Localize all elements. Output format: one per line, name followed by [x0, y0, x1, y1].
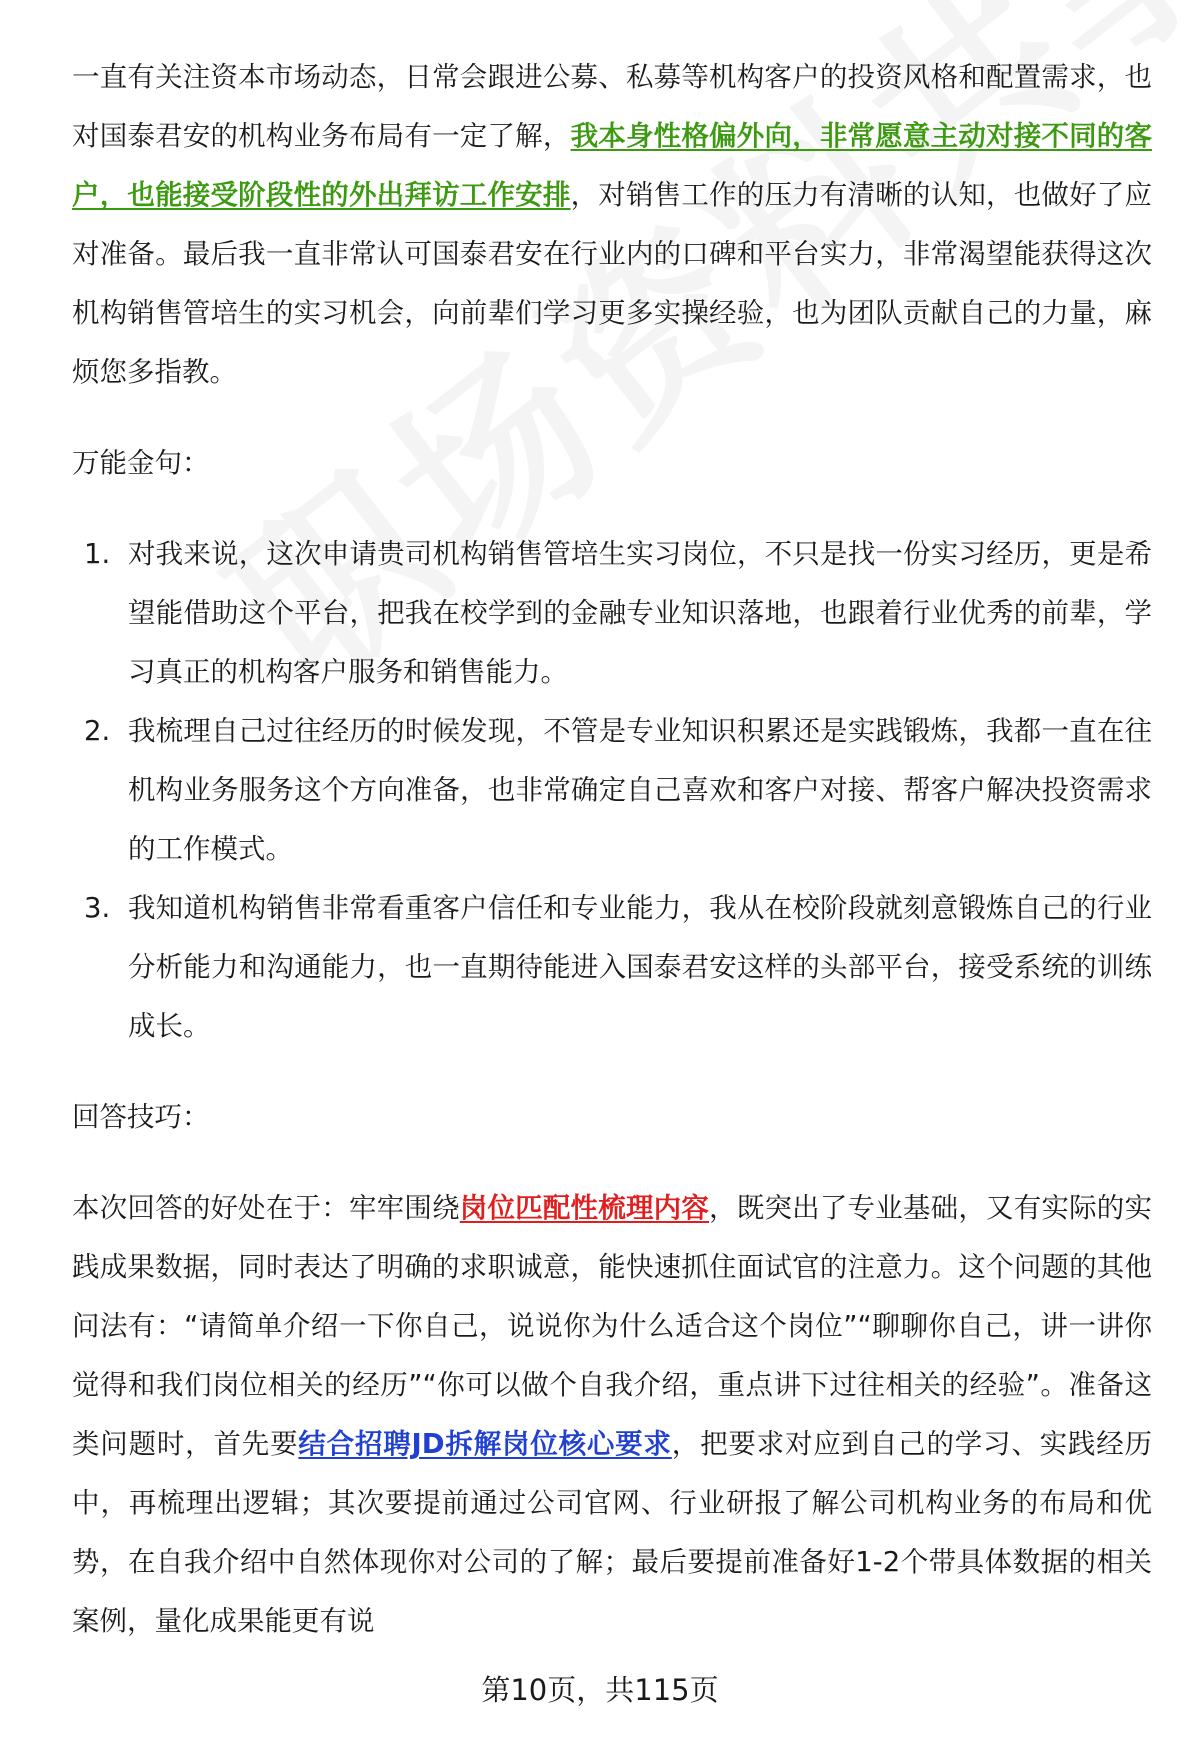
tips-paragraph	[72, 1179, 1152, 1651]
golden-heading: 万能金句：	[72, 447, 210, 479]
tips-text-1: 本次回答的好处在于：牢牢围绕	[72, 1192, 460, 1224]
list-item-text: 我梳理自己过往经历的时候发现，不管是专业知识积累还是实践锻炼，我都一直在往机构业务服务这个方向准备，也非常确定自己喜欢和客户对接、帮客户解决投资需求的工作模式。	[128, 715, 1152, 865]
golden-list	[72, 525, 1152, 1056]
tips-red-highlight: 岗位匹配性梳理内容	[459, 1192, 710, 1224]
intro-paragraph	[72, 48, 1152, 402]
list-item	[72, 879, 1152, 1056]
list-item	[72, 702, 1152, 879]
intro-text-2: ，对销售工作的压力有清晰的认知，也做好了应对准备。最后我一直非常认可国泰君安在行业内的口碑和平台实力，非常渴望能获得这次机构销售管培生的实习机会，向前辈们学习更多实操经验，也为团队贡献自己的力量，麻烦您多指教。	[72, 179, 1153, 388]
tips-text-2: ，既突出了专业基础，又有实际的实践成果数据，同时表达了明确的求职诚意，能快速抓住面试官的注意力。这个问题的其他问法有：“请简单介绍一下你自己，说说你为什么适合这个岗位”“聊聊你自己，讲一讲你觉得和我们岗位相关的经历”“你可以做个自我介绍，重点讲下过往相关的经验”。准备这类问题时，首先要	[72, 1192, 1153, 1460]
intro-text-1: 一直有关注资本市场动态，日常会跟进公募、私募等机构客户的投资风格和配置需求，也对国泰君安的机构业务布局有一定了解，	[72, 61, 1152, 152]
list-item-text: 对我来说，这次申请贵司机构销售管培生实习岗位，不只是找一份实习经历，更是希望能借助这个平台，把我在校学到的金融专业知识落地，也跟着行业优秀的前辈，学习真正的机构客户服务和销售能力。	[128, 538, 1152, 688]
list-item-number: 2.	[84, 715, 111, 747]
tips-blue-highlight: 结合招聘JD拆解岗位核心要求	[298, 1428, 672, 1460]
list-item-number: 1.	[84, 538, 111, 570]
tips-text-3: ，把要求对应到自己的学习、实践经历中，再梳理出逻辑；其次要提前通过公司官网、行业研报了解公司机构业务的布局和优势，在自我介绍中自然体现你对公司的了解；最后要提前准备好1-2个带具体数据的相关案例，量化成果能更有说	[72, 1428, 1153, 1637]
page-number-footer: 第10页，共115页	[481, 1673, 719, 1707]
intro-highlight: 我本身性格偏外向，非常愿意主动对接不同的客户，也能接受阶段性的外出拜访工作安排	[72, 120, 1153, 211]
list-item-number: 3.	[84, 892, 111, 924]
tips-heading: 回答技巧：	[72, 1101, 210, 1133]
list-item-text: 我知道机构销售非常看重客户信任和专业能力，我从在校阶段就刻意锻炼自己的行业分析能力和沟通能力，也一直期待能进入国泰君安这样的头部平台，接受系统的训练成长。	[128, 892, 1152, 1042]
document-page	[72, 48, 1152, 1651]
list-item	[72, 525, 1152, 702]
